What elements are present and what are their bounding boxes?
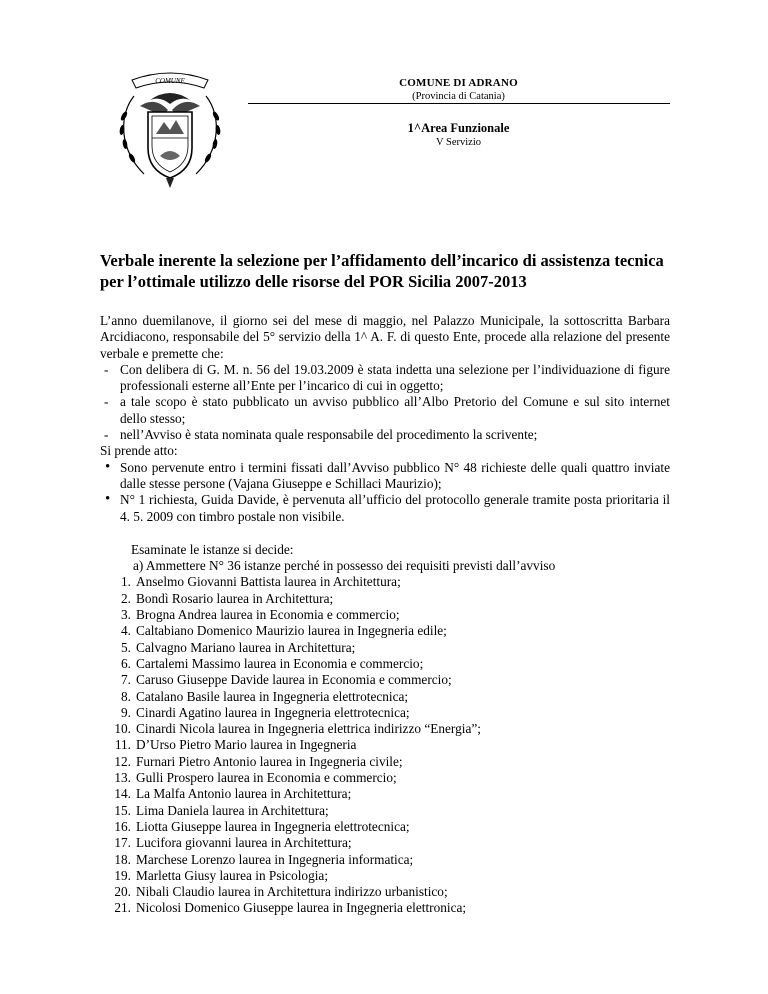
list-item <box>114 802 670 819</box>
list-item <box>121 688 670 705</box>
list-item <box>114 753 670 770</box>
list-item <box>114 884 670 900</box>
item-text: La Malfa Antonio laurea in Architettura; <box>136 786 352 802</box>
ammessi-list <box>114 574 670 916</box>
area-title: 1^Area Funzionale <box>407 121 510 135</box>
item-number: 14. <box>114 786 131 802</box>
item-text: Bondì Rosario laurea in Architettura; <box>136 590 334 606</box>
item-number: 11. <box>114 737 131 753</box>
item-text: Cartalemi Massimo laurea in Economia e commercio; <box>136 655 424 671</box>
item-number: 1. <box>121 574 131 590</box>
list-item <box>121 607 670 623</box>
prende-atto-label: Si prende atto: <box>100 443 178 459</box>
list-item: • Sono pervenute entro i termini fissati dall’Avviso pubblico N° 48 richieste delle quali quattro inviate dalle stesse persone (Vajana Giuseppe e Schillaci Maurizio); <box>100 460 670 493</box>
item-text: Caruso Giuseppe Davide laurea in Economia e commercio; <box>136 672 452 688</box>
item-text: Marletta Giusy laurea in Psicologia; <box>136 867 329 883</box>
item-text: D’Urso Pietro Mario laurea in Ingegneria <box>136 737 357 753</box>
list-item: - nell’Avviso è stata nominata quale responsabile del procedimento la scrivente; <box>100 427 670 443</box>
item-number: 6. <box>121 655 131 671</box>
item-text: Marchese Lorenzo laurea in Ingegneria informatica; <box>136 851 414 867</box>
list-item <box>114 835 670 851</box>
svg-text:COMUNE: COMUNE <box>155 77 185 85</box>
item-text: Calvagno Mariano laurea in Architettura; <box>136 639 356 655</box>
decision-section <box>114 541 670 917</box>
item-text: Cinardi Nicola laurea in Ingegneria elettrica indirizzo “Energia”; <box>136 721 481 737</box>
document-title: Verbale inerente la selezione per l’affidamento dell’incarico di assistenza tecnica per l’ottimale utilizzo delle risorse del POR Sicilia 2007-2013 <box>100 251 664 291</box>
item-text: Liotta Giuseppe laurea in Ingegneria elettrotecnica; <box>136 818 410 834</box>
item-number: 7. <box>121 672 131 688</box>
province-name: (Provincia di Catania) <box>412 91 505 102</box>
list-item <box>114 818 670 835</box>
document-body <box>100 313 670 917</box>
list-item <box>114 867 670 884</box>
item-number: 15. <box>114 802 131 818</box>
list-item <box>121 655 670 672</box>
item-text: Caltabiano Domenico Maurizio laurea in Ingegneria edile; <box>136 623 447 639</box>
list-item <box>114 851 670 868</box>
item-number: 5. <box>121 639 131 655</box>
item-text: Lucifora giovanni laurea in Architettura; <box>136 835 352 851</box>
item-number: 9. <box>121 704 131 720</box>
item-number: 20. <box>114 884 131 900</box>
list-item <box>121 704 670 721</box>
item-text: Brogna Andrea laurea in Economia e commercio; <box>136 607 400 623</box>
list-item <box>121 590 670 607</box>
list-item: - Con delibera di G. M. n. 56 del 19.03.2009 è stata indetta una selezione per l’individuazione di figure professionali esterne all’Ente per l’incarico di cui in oggetto; <box>100 362 670 395</box>
service-name: V Servizio <box>435 137 481 148</box>
list-item <box>114 900 670 916</box>
item-number: 3. <box>121 607 131 623</box>
item-number: 2. <box>121 590 131 606</box>
item-number: 21. <box>114 900 131 916</box>
item-text: Gulli Prospero laurea in Economia e commercio; <box>136 770 397 786</box>
institution-header <box>248 76 669 103</box>
list-item <box>121 672 670 688</box>
item-text: Nibali Claudio laurea in Architettura indirizzo urbanistico; <box>136 884 448 900</box>
list-item <box>121 639 670 656</box>
list-item <box>114 770 670 786</box>
item-number: 17. <box>114 835 131 851</box>
department-header <box>248 121 669 149</box>
header-rule <box>248 103 670 104</box>
item-number: 13. <box>114 770 131 786</box>
intro-paragraph: L’anno duemilanove, il giorno sei del mese di maggio, nel Palazzo Municipale, la sottoscritta Barbara Arcidiacono, responsabile del 5° servizio della 1^ A. F. di questo Ente, procede alla relazione del presente verbale e premette che: <box>100 313 670 361</box>
item-number: 16. <box>114 818 131 834</box>
item-number: 12. <box>114 753 131 769</box>
list-item: • N° 1 richiesta, Guida Davide, è pervenuta all’ufficio del protocollo generale tramite posta prioritaria il 4. 5. 2009 con timbro postale non visibile. <box>100 492 670 525</box>
item-number: 10. <box>114 721 131 737</box>
list-item <box>121 623 670 639</box>
list-item <box>114 721 670 737</box>
list-item: - a tale scopo è stato pubblicato un avviso pubblico all’Albo Pretorio del Comune e sul sito internet dello stesso; <box>100 394 670 427</box>
premesse-list <box>100 362 670 443</box>
item-text: Lima Daniela laurea in Architettura; <box>136 802 329 818</box>
atti-list <box>100 460 670 525</box>
list-item <box>121 574 670 590</box>
item-number: 19. <box>114 867 131 883</box>
ammettere-line: a) Ammettere N° 36 istanze perché in possesso dei requisiti previsti dall’avviso <box>133 558 556 574</box>
item-number: 4. <box>121 623 131 639</box>
comune-name: COMUNE DI ADRANO <box>399 77 518 89</box>
item-text: Nicolosi Domenico Giuseppe laurea in Ingegneria elettronica; <box>136 900 467 916</box>
item-number: 8. <box>121 688 131 704</box>
list-item <box>114 737 670 753</box>
item-text: Furnari Pietro Antonio laurea in Ingegneria civile; <box>136 753 403 769</box>
item-text: Cinardi Agatino laurea in Ingegneria elettrotecnica; <box>136 704 410 720</box>
item-text: Anselmo Giovanni Battista laurea in Architettura; <box>136 574 401 590</box>
coat-of-arms-logo <box>110 66 230 191</box>
list-item <box>114 786 670 802</box>
item-number: 18. <box>114 851 131 867</box>
item-text: Catalano Basile laurea in Ingegneria elettrotecnica; <box>136 688 409 704</box>
esaminate-label: Esaminate le istanze si decide: <box>131 541 294 557</box>
